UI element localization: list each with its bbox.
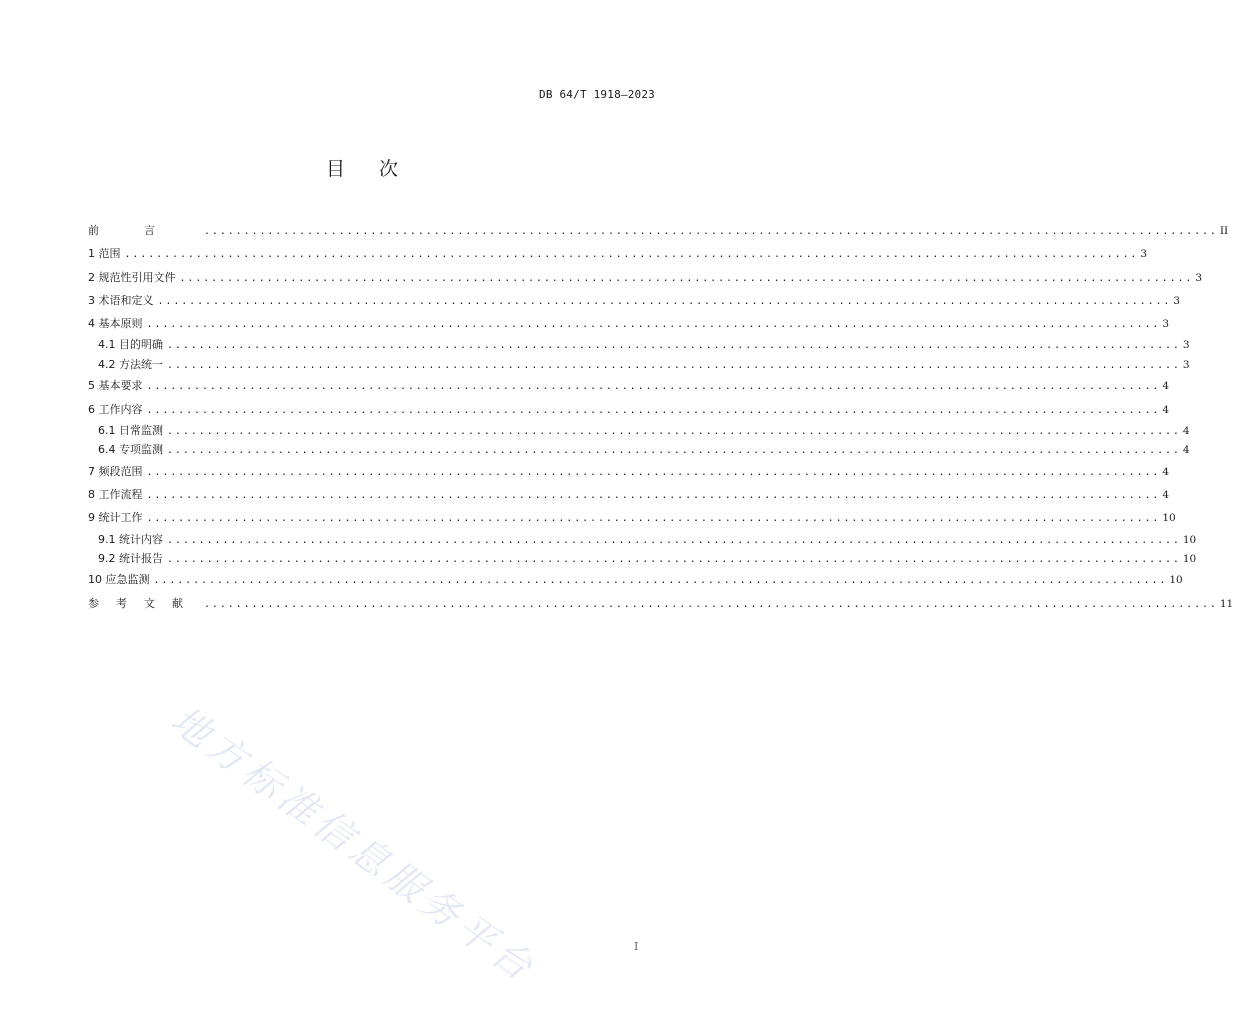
toc-leader: ................................................................................................................................: [167, 425, 1181, 437]
toc-subentry-clear-purpose[interactable]: [88, 335, 1190, 354]
toc-subentry-statistics-report[interactable]: [88, 549, 1197, 568]
toc-leader: ................................................................................................................................: [204, 598, 1218, 610]
toc-entry-label: 4.1 目的明确: [98, 338, 163, 352]
toc-entry-terms-definitions[interactable]: [88, 289, 1181, 312]
toc-page-number: 4: [1162, 403, 1170, 416]
toc-entry-label: 前言: [88, 224, 200, 237]
toc-page-number: 3: [1182, 339, 1190, 352]
toc-subentry-unified-method[interactable]: [88, 355, 1190, 374]
toc-page-number: 10: [1162, 512, 1176, 525]
toc-page-number: 10: [1182, 552, 1197, 565]
toc-entry-label: 7 频段范围: [88, 464, 143, 478]
toc-entry-bibliography[interactable]: [88, 592, 1233, 615]
toc-page-number: 3: [1182, 358, 1190, 371]
toc-heading-char-1: 目: [325, 158, 345, 180]
toc-entry-label: 4 基本原则: [88, 317, 143, 331]
toc-entry-label: 6.4 专项监测: [98, 443, 163, 457]
toc-leader: ................................................................................................................................: [157, 295, 1172, 307]
toc-page-number: 10: [1182, 533, 1197, 546]
toc-page-number: 10: [1169, 574, 1183, 587]
table-of-contents: [88, 219, 1233, 615]
toc-entry-label: 10 应急监测: [88, 573, 150, 587]
toc-leader: ................................................................................................................................: [146, 404, 1161, 416]
toc-leader: ................................................................................................................................: [146, 513, 1161, 525]
toc-entry-scope[interactable]: [88, 242, 1148, 265]
toc-subentry-statistics-content[interactable]: [88, 530, 1197, 549]
toc-leader: ................................................................................................................................: [153, 575, 1168, 587]
toc-leader: ................................................................................................................................: [179, 272, 1194, 284]
toc-page-number: 4: [1162, 488, 1170, 501]
toc-leader: ................................................................................................................................: [167, 553, 1181, 565]
toc-entry-label: 6.1 日常监测: [98, 423, 163, 437]
toc-leader: ................................................................................................................................: [146, 489, 1161, 501]
toc-entry-label: 9.1 统计内容: [98, 532, 163, 546]
toc-entry-emergency-monitoring[interactable]: [88, 568, 1183, 591]
toc-entry-label: 9 统计工作: [88, 511, 143, 525]
toc-page-number: 4: [1182, 424, 1190, 437]
toc-entry-label: 8 工作流程: [88, 487, 143, 501]
toc-entry-label: 5 基本要求: [88, 379, 143, 393]
toc-entry-work-content[interactable]: [88, 398, 1170, 421]
toc-leader: ................................................................................................................................: [167, 359, 1181, 371]
toc-leader: ................................................................................................................................: [146, 466, 1161, 478]
toc-entry-label: 1 范围: [88, 247, 121, 261]
toc-entry-basic-requirements[interactable]: [88, 374, 1170, 397]
toc-entry-label: 6 工作内容: [88, 402, 143, 416]
toc-subentry-daily-monitoring[interactable]: [88, 421, 1190, 440]
toc-page-number: II: [1219, 225, 1229, 237]
toc-page-number: 4: [1182, 444, 1190, 457]
toc-entry-label: 2 规范性引用文件: [88, 270, 176, 284]
watermark: 地方标准信息服务平台: [163, 697, 545, 992]
toc-page-number: 11: [1219, 597, 1233, 610]
document-code: DB 64/T 1918—2023: [539, 88, 655, 101]
toc-page-number: 3: [1173, 294, 1181, 307]
toc-heading: [0, 154, 724, 181]
toc-entry-frequency-range[interactable]: [88, 460, 1170, 483]
toc-entry-label: 9.2 统计报告: [98, 551, 163, 565]
toc-page-number: 3: [1140, 248, 1148, 261]
toc-entry-normative-references[interactable]: [88, 266, 1203, 289]
toc-page-number: 4: [1162, 465, 1170, 478]
toc-entry-basic-principles[interactable]: [88, 312, 1170, 335]
toc-leader: ................................................................................................................................: [146, 381, 1161, 393]
toc-leader: ................................................................................................................................: [124, 249, 1139, 261]
toc-page-number: 3: [1195, 271, 1203, 284]
toc-leader: ................................................................................................................................: [146, 319, 1161, 331]
toc-entry-workflow[interactable]: [88, 483, 1170, 506]
toc-entry-statistics[interactable]: [88, 506, 1176, 529]
toc-heading-char-2: 次: [379, 158, 399, 180]
toc-entry-label: 3 术语和定义: [88, 293, 154, 307]
toc-entry-foreword[interactable]: [88, 219, 1229, 242]
toc-entry-label: 4.2 方法统一: [98, 357, 163, 371]
footer-page-number: I: [634, 940, 639, 953]
toc-page-number: 3: [1162, 318, 1170, 331]
toc-leader: ................................................................................................................................: [167, 534, 1181, 546]
toc-entry-label: 参考文献: [88, 596, 200, 610]
toc-leader: ................................................................................................................................: [204, 226, 1218, 237]
toc-leader: ................................................................................................................................: [167, 445, 1181, 457]
toc-subentry-special-monitoring[interactable]: [88, 440, 1190, 459]
toc-leader: ................................................................................................................................: [167, 340, 1181, 352]
toc-page-number: 4: [1162, 380, 1170, 393]
